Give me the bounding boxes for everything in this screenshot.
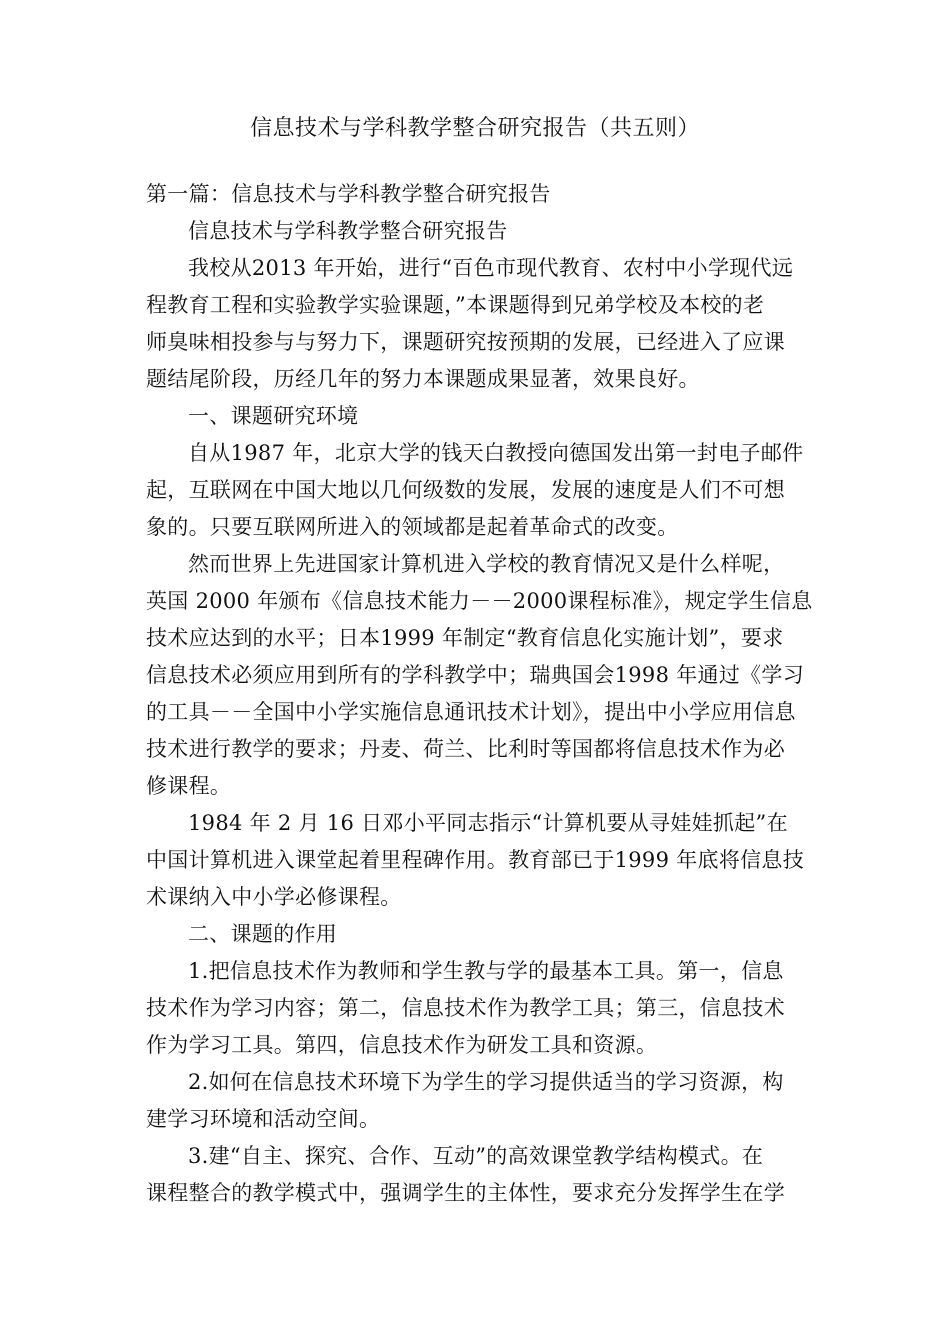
paragraph-line: 修课程。 — [146, 774, 232, 798]
paragraph-line: 1984 年 2 月 16 日邓小平同志指示“计算机要从寻娃娃抓起”在 — [188, 811, 788, 835]
paragraph-line: 程教育工程和实验教学实验课题，”本课题得到兄弟学校及本校的老 — [146, 293, 765, 317]
paragraph-line: 题结尾阶段，历经几年的努力本课题成果显著，效果良好。 — [146, 367, 700, 391]
paragraph-line: 建学习环境和活动空间。 — [146, 1107, 381, 1131]
paragraph-line: 术课纳入中小学必修课程。 — [146, 885, 402, 909]
paragraph-line: 英国 2000 年颁布《信息技术能力－－2000课程标准》，规定学生信息 — [146, 589, 813, 613]
document-title: 信息技术与学科教学整合研究报告（共五则） — [249, 116, 700, 141]
paragraph-line: 然而世界上先进国家计算机进入学校的教育情况又是什么样呢， — [188, 552, 785, 576]
heading-line: 二、课题的作用 — [188, 922, 338, 946]
heading-line: 一、课题研究环境 — [188, 404, 359, 428]
document-body — [146, 176, 836, 1212]
paragraph-line: 信息技术必须应用到所有的学科教学中；瑞典国会1998 年通过《学习 — [146, 663, 805, 687]
paragraph-line: 自从1987 年，北京大学的钱天白教授向德国发出第一封电子邮件 — [188, 441, 804, 465]
paragraph-line: 3.建“自主、探究、合作、互动”的高效课堂教学结构模式。在 — [188, 1144, 764, 1168]
paragraph-line: 课程整合的教学模式中，强调学生的主体性，要求充分发挥学生在学 — [146, 1181, 785, 1205]
section-heading: 第一篇：信息技术与学科教学整合研究报告 — [146, 182, 551, 206]
paragraph-line: 中国计算机进入课堂起着里程碑作用。教育部已于1999 年底将信息技 — [146, 848, 805, 872]
paragraph-line: 起，互联网在中国大地以几何级数的发展，发展的速度是人们不可想 — [146, 478, 785, 502]
paragraph-line: 技术作为学习内容；第二，信息技术作为教学工具；第三，信息技术 — [146, 996, 785, 1020]
paragraph-line: 作为学习工具。第四，信息技术作为研发工具和资源。 — [146, 1033, 658, 1057]
paragraph-line: 我校从2013 年开始，进行“百色市现代教育、农村中小学现代远 — [188, 256, 794, 280]
paragraph-line: 1.把信息技术作为教师和学生教与学的最基本工具。第一，信息 — [188, 959, 784, 983]
sub-title: 信息技术与学科教学整合研究报告 — [188, 219, 508, 243]
paragraph-line: 的工具－－全国中小学实施信息通讯技术计划》，提出中小学应用信息 — [146, 700, 796, 724]
paragraph-line: 技术应达到的水平；日本1999 年制定“教育信息化实施计划”，要求 — [146, 626, 784, 650]
paragraph-line: 2.如何在信息技术环境下为学生的学习提供适当的学习资源，构 — [188, 1070, 784, 1094]
paragraph-line: 技术进行教学的要求；丹麦、荷兰、比利时等国都将信息技术作为必 — [146, 737, 785, 761]
paragraph-line: 师臭味相投参与与努力下，课题研究按预期的发展，已经进入了应课 — [146, 330, 785, 354]
paragraph-line: 象的。只要互联网所进入的领域都是起着革命式的改变。 — [146, 515, 679, 539]
